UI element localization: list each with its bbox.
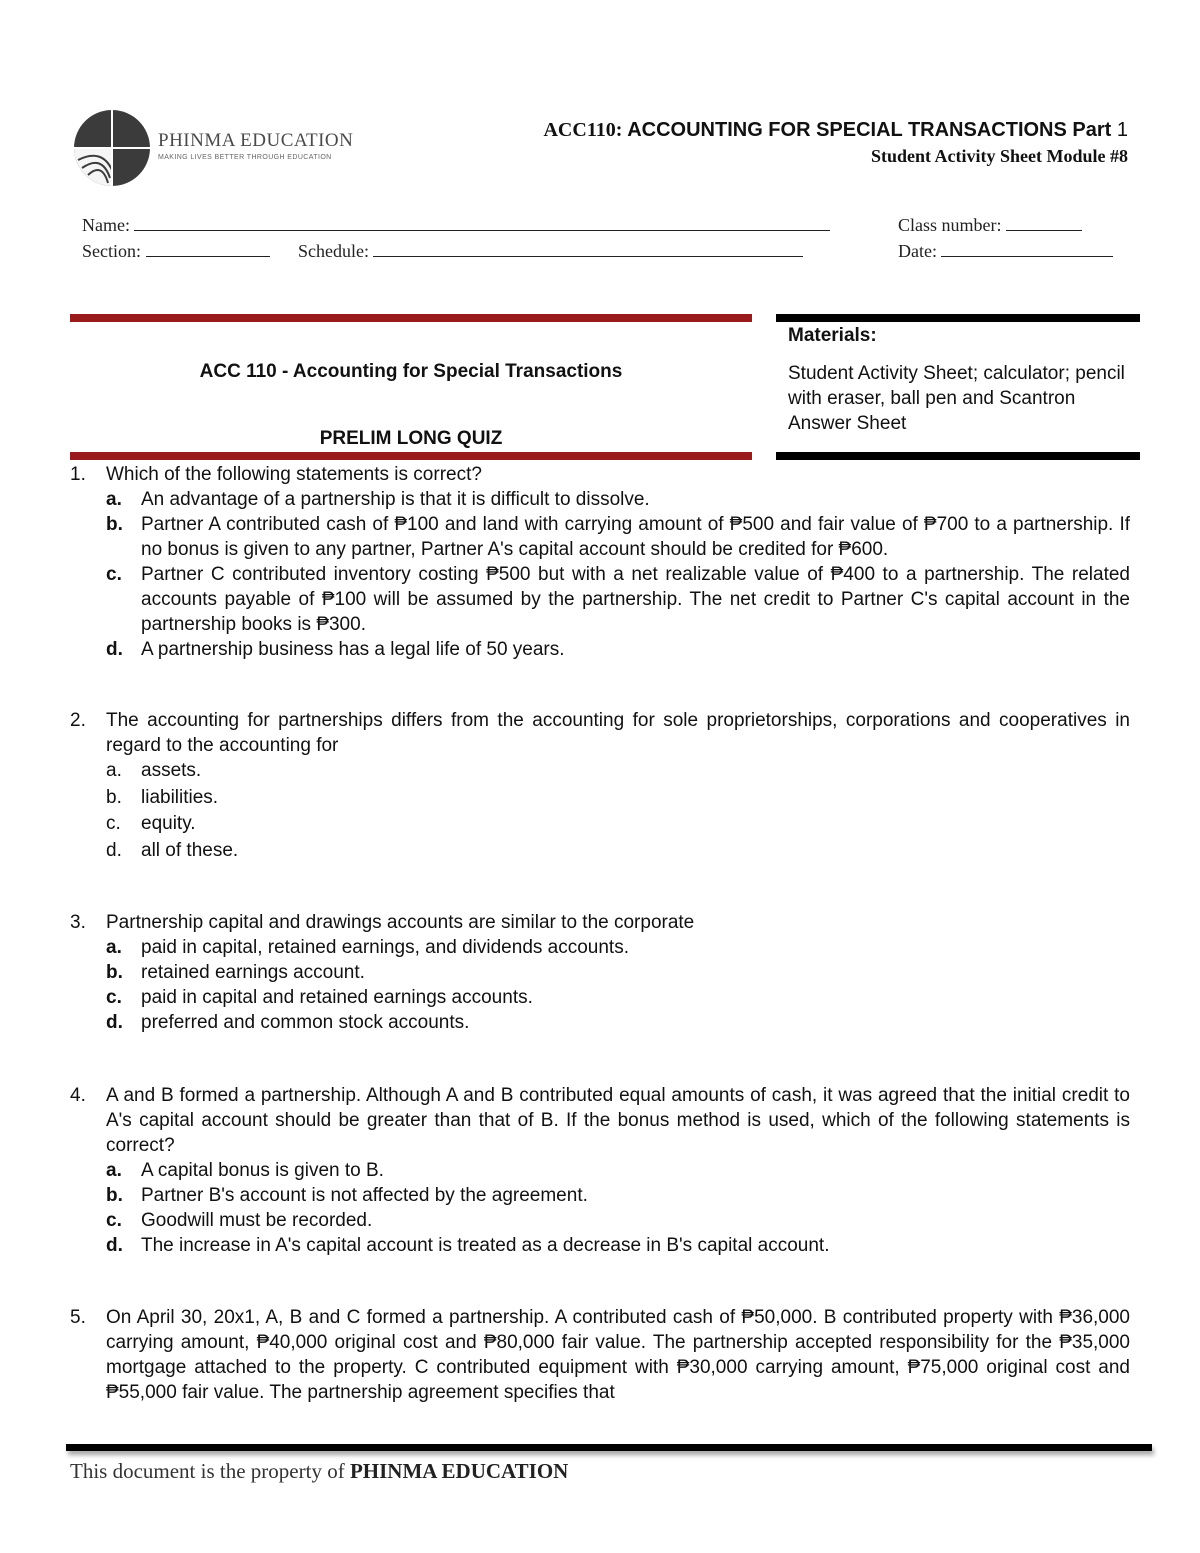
option-text: A partnership business has a legal life of 50 years. [141, 639, 565, 660]
part-number: 1 [1116, 119, 1128, 141]
question-text: On April 30, 20x1, A, B and C formed a partnership. A contributed cash of ₱50,000. B contributed property with ₱36,000 carrying amount, ₱40,000 original cost and ₱80,000 fair value. The partnership accepted responsibility for the ₱35,000 mortgage attached to the property. C contributed equipment with ₱30,000 carrying amount, ₱75,000 original cost and ₱55,000 fair value. The partnership agreement specifies that [106, 1307, 1130, 1403]
option-text: An advantage of a partnership is that it is difficult to dissolve. [141, 489, 650, 510]
footer-note [70, 1459, 568, 1484]
header-title [543, 119, 1128, 142]
answer-option[interactable] [70, 935, 1130, 960]
answer-option[interactable] [70, 1010, 1130, 1035]
answer-option[interactable] [70, 960, 1130, 985]
option-text: assets. [141, 760, 202, 781]
option-letter: c. [106, 564, 122, 585]
schedule-field[interactable] [298, 241, 803, 262]
option-text: preferred and common stock accounts. [141, 1012, 470, 1033]
option-text: Partner A contributed cash of ₱100 and land with carrying amount of ₱500 and fair value of ₱700 to a partnership. If no bonus is given to any partner, Partner A's capital account should be credited for ₱600. [141, 514, 1130, 560]
option-text: retained earnings account. [141, 962, 365, 983]
question-5 [70, 1305, 1130, 1405]
date-label: Date: [898, 241, 937, 261]
question-1 [70, 462, 1130, 662]
footer-text: This document is the property of [70, 1459, 345, 1483]
option-text: liabilities. [141, 786, 219, 808]
title-top-rule [70, 314, 752, 322]
answer-option[interactable] [70, 1233, 1130, 1258]
section-blank[interactable] [146, 242, 270, 257]
course-code: ACC110: [543, 119, 623, 141]
materials-text: Student Activity Sheet; calculator; pencil with eraser, ball pen and Scantron Answer Sheet [788, 363, 1125, 434]
question-text: Partnership capital and drawings accounts are similar to the corporate [106, 912, 695, 933]
option-letter: a. [106, 489, 122, 510]
option-letter: c. [106, 987, 122, 1008]
phinma-logo [72, 108, 354, 188]
question-text: The accounting for partnerships differs from the accounting for sole proprietorships, corporations and cooperatives in regard to the accounting for [106, 710, 1130, 756]
materials-label: Materials: [788, 325, 877, 346]
materials-bottom-rule [776, 452, 1140, 460]
option-letter: b. [106, 962, 123, 983]
question-4 [70, 1083, 1130, 1258]
quiz-heading: PRELIM LONG QUIZ [319, 428, 503, 449]
option-text: paid in capital, retained earnings, and dividends accounts. [141, 937, 629, 958]
option-text: Partner B's account is not affected by the agreement. [141, 1185, 588, 1206]
answer-option[interactable] [70, 512, 1130, 562]
name-label: Name: [82, 215, 130, 235]
logo-tagline: MAKING LIVES BETTER THROUGH EDUCATION [158, 154, 332, 161]
question-2 [70, 708, 1130, 864]
answer-option[interactable] [70, 811, 1130, 838]
question-stem [70, 1305, 1130, 1405]
answer-option[interactable] [70, 487, 1130, 512]
date-blank[interactable] [941, 242, 1113, 257]
option-letter: a. [106, 760, 122, 781]
option-letter: d. [106, 639, 123, 660]
option-letter: c. [106, 813, 121, 834]
question-stem [70, 462, 1130, 487]
course-heading: ACC 110 - Accounting for Special Transactions [199, 361, 623, 382]
date-field[interactable] [898, 241, 1113, 262]
class-number-field[interactable] [898, 215, 1082, 236]
question-text: A and B formed a partnership. Although A and B contributed equal amounts of cash, it was agreed that the initial credit to A's capital account should be greater than that of B. If the bonus method is used, which of the following statements is correct? [106, 1085, 1130, 1156]
header-subtitle: Student Activity Sheet Module #8 [870, 146, 1128, 166]
answer-option[interactable] [70, 1158, 1130, 1183]
answer-option[interactable] [70, 1183, 1130, 1208]
option-letter: d. [106, 839, 122, 861]
question-number: 5. [70, 1307, 86, 1328]
question-number: 4. [70, 1085, 86, 1106]
answer-option[interactable] [70, 785, 1130, 812]
option-text: paid in capital and retained earnings accounts. [141, 987, 533, 1008]
option-text: The increase in A's capital account is treated as a decrease in B's capital account. [141, 1235, 830, 1256]
question-stem [70, 1083, 1130, 1158]
answer-option[interactable] [70, 1208, 1130, 1233]
materials-top-rule [776, 314, 1140, 322]
section-label: Section: [82, 241, 141, 261]
phinma-globe-icon [72, 108, 152, 188]
answer-option[interactable] [70, 838, 1130, 865]
option-letter: a. [106, 937, 122, 958]
question-number: 1. [70, 464, 86, 485]
option-text: Goodwill must be recorded. [141, 1210, 373, 1231]
option-letter: b. [106, 786, 122, 808]
question-number: 2. [70, 710, 86, 731]
schedule-blank[interactable] [373, 242, 803, 257]
option-letter: d. [106, 1012, 123, 1033]
option-text: all of these. [141, 839, 239, 861]
option-text: Partner C contributed inventory costing ₱500 but with a net realizable value of ₱400 to a partnership. The related accounts payable of ₱100 will be assumed by the partnership. The net credit to Partner C's capital account in the partnership books is ₱300. [141, 564, 1130, 635]
option-text: equity. [141, 813, 196, 834]
part-label: Part [1072, 119, 1112, 141]
option-letter: d. [106, 1235, 123, 1256]
option-letter: a. [106, 1160, 122, 1181]
footer-rule [66, 1444, 1152, 1451]
footer-owner: PHINMA EDUCATION [349, 1459, 569, 1483]
logo-name: PHINMA EDUCATION [158, 130, 354, 151]
course-title: ACCOUNTING FOR SPECIAL TRANSACTIONS [627, 119, 1067, 141]
answer-option[interactable] [70, 562, 1130, 637]
class-number-blank[interactable] [1006, 216, 1082, 231]
option-letter: b. [106, 1185, 123, 1206]
answer-option[interactable] [70, 637, 1130, 662]
option-letter: c. [106, 1210, 122, 1231]
question-number: 3. [70, 912, 86, 933]
title-bottom-rule [70, 452, 752, 460]
option-text: A capital bonus is given to B. [141, 1160, 384, 1181]
schedule-label: Schedule: [298, 241, 369, 261]
answer-option[interactable] [70, 985, 1130, 1010]
class-number-label: Class number: [898, 215, 1002, 235]
question-stem [70, 708, 1130, 758]
question-3 [70, 910, 1130, 1035]
option-letter: b. [106, 514, 123, 535]
section-field[interactable] [82, 241, 270, 262]
name-blank[interactable] [134, 216, 830, 231]
question-text: Which of the following statements is correct? [106, 464, 482, 485]
question-stem [70, 910, 1130, 935]
name-field[interactable] [82, 215, 830, 236]
answer-option[interactable] [70, 758, 1130, 785]
